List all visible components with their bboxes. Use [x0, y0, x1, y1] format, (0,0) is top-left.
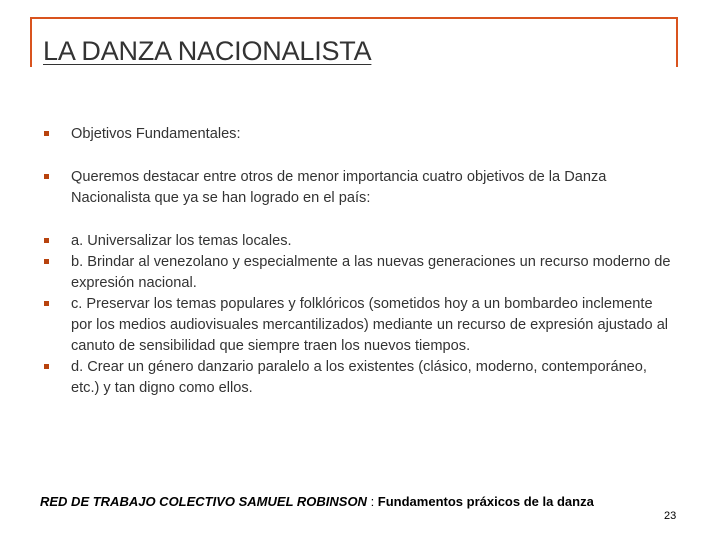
- title-frame-left: [30, 17, 32, 67]
- square-bullet-icon: [44, 301, 49, 306]
- bullet-item: [44, 252, 674, 294]
- bullet-text: Queremos destacar entre otros de menor importancia cuatro objetivos de la Danza Nacionalista que ya se han logrado en el país:: [71, 169, 607, 206]
- title-frame-right: [676, 17, 678, 67]
- square-bullet-icon: [44, 238, 49, 243]
- square-bullet-icon: [44, 259, 49, 264]
- bullet-item: [44, 231, 674, 252]
- bullet-item: [44, 357, 674, 399]
- square-bullet-icon: [44, 174, 49, 179]
- footer-organization: RED DE TRABAJO COLECTIVO SAMUEL ROBINSON: [40, 494, 367, 509]
- bullet-text: Objetivos Fundamentales:: [71, 126, 241, 142]
- bullet-text: a. Universalizar los temas locales.: [71, 233, 292, 249]
- footer-separator: :: [366, 494, 378, 509]
- slide-footer: [40, 494, 594, 509]
- title-frame-top: [30, 17, 678, 19]
- square-bullet-icon: [44, 131, 49, 136]
- bullet-item: [44, 294, 674, 357]
- bullet-text: b. Brindar al venezolano y especialmente a las nuevas generaciones un recurso moderno de expresión nacional.: [71, 254, 671, 291]
- page-number: 23: [664, 510, 677, 522]
- bullet-item: [44, 167, 674, 209]
- square-bullet-icon: [44, 364, 49, 369]
- bullet-list: [44, 124, 674, 399]
- bullet-item: [44, 124, 674, 145]
- bullet-text: c. Preservar los temas populares y folklóricos (sometidos hoy a un bombardeo inclemente por los medios audiovisuales mercantilizados) mediante un recurso de expresión ajustado al canuto de sensibilidad que siempre traen los nuevos tiempos.: [71, 296, 669, 354]
- footer-subtitle: Fundamentos práxicos de la danza: [377, 494, 594, 509]
- bullet-text: d. Crear un género danzario paralelo a los existentes (clásico, moderno, contemporáneo, etc.) y tan digno como ellos.: [71, 359, 647, 396]
- slide-title: LA DANZA NACIONALISTA: [43, 36, 372, 66]
